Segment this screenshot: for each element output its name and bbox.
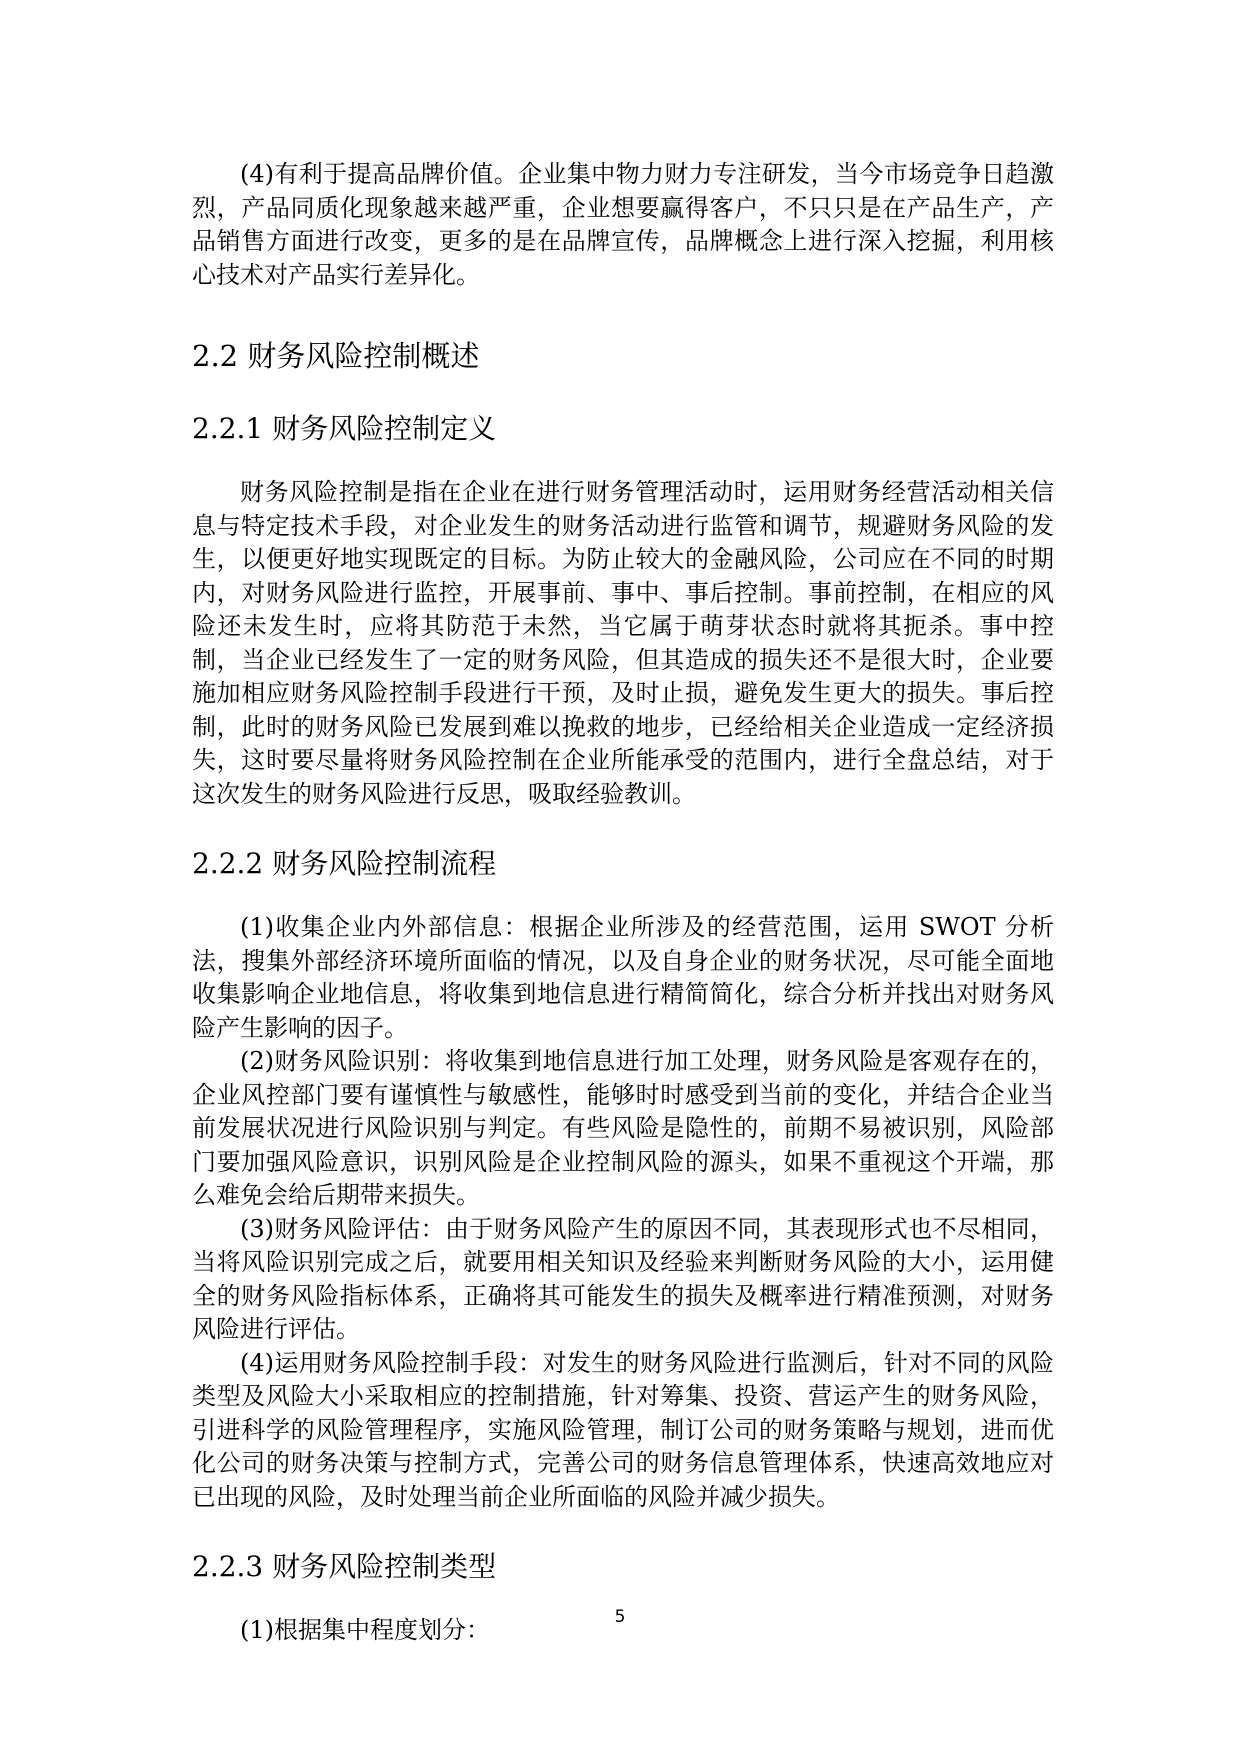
page-number: 5 <box>614 1607 626 1627</box>
section-heading-2-2-2: 2.2.2 财务风险控制流程 <box>192 847 497 880</box>
process-step-4-paragraph: (4)运用财务风险控制手段：对发生的财务风险进行监测后，针对不同的风险类型及风险大小采取相应的控制措施，针对筹集、投资、营运产生的财务风险，引进科学的风险管理程序，实施风险管理，制订公司的财务策略与规划，进而优化公司的财务决策与控制方式，完善公司的财务信息管理体系，快速高效地应对已出现的风险，及时处理当前企业所面临的风险并减少损失。 <box>192 1348 1054 1511</box>
section-heading-2-2-1: 2.2.1 财务风险控制定义 <box>192 412 497 445</box>
process-step-2-paragraph: (2)财务风险识别：将收集到地信息进行加工处理，财务风险是客观存在的，企业风控部门要有谨慎性与敏感性，能够时时感受到当前的变化，并结合企业当前发展状况进行风险识别与判定。有些风险是隐性的，前期不易被识别，风险部门要加强风险意识，识别风险是企业控制风险的源头，如果不重视这个开端，那么难免会给后期带来损失。 <box>192 1047 1054 1209</box>
document-page <box>192 158 1054 1648</box>
definition-paragraph: 财务风险控制是指在企业在进行财务管理活动时，运用财务经营活动相关信息与特定技术手段，对企业发生的财务活动进行监管和调节，规避财务风险的发生，以便更好地实现既定的目标。为防止较大的金融风险，公司应在不同的时期内，对财务风险进行监控，开展事前、事中、事后控制。事前控制，在相应的风险还未发生时，应将其防范于未然，当它属于萌芽状态时就将其扼杀。事中控制，当企业已经发生了一定的财务风险，但其造成的损失还不是很大时，企业要施加相应财务风险控制手段进行干预，及时止损，避免发生更大的损失。事后控制，此时的财务风险已发展到难以挽救的地步，已经给相关企业造成一定经济损失，这时要尽量将财务风险控制在企业所能承受的范围内，进行全盘总结，对于这次发生的财务风险进行反思，吸取经验教训。 <box>192 478 1054 808</box>
intro-paragraph: (4)有利于提高品牌价值。企业集中物力财力专注研发，当今市场竞争日趋激烈，产品同质化现象越来越严重，企业想要赢得客户，不只只是在产品生产，产品销售方面进行改变，更多的是在品牌宣传，品牌概念上进行深入挖掘，利用核心技术对产品实行差异化。 <box>192 160 1054 289</box>
section-heading-2-2: 2.2 财务风险控制概述 <box>192 339 480 373</box>
section-heading-2-2-3: 2.2.3 财务风险控制类型 <box>192 1550 497 1583</box>
process-step-1-paragraph: (1)收集企业内外部信息：根据企业所涉及的经营范围，运用 SWOT 分析法，搜集外部经济环境所面临的情况，以及自身企业的财务状况，尽可能全面地收集影响企业地信息，将收集到地信息进行精简简化，综合分析并找出对财务风险产生影响的因子。 <box>192 913 1054 1042</box>
process-step-3-paragraph: (3)财务风险评估：由于财务风险产生的原因不同，其表现形式也不尽相同，当将风险识别完成之后，就要用相关知识及经验来判断财务风险的大小，运用健全的财务风险指标体系，正确将其可能发生的损失及概率进行精准预测，对财务风险进行评估。 <box>192 1214 1054 1343</box>
classification-paragraph: (1)根据集中程度划分： <box>240 1616 490 1644</box>
